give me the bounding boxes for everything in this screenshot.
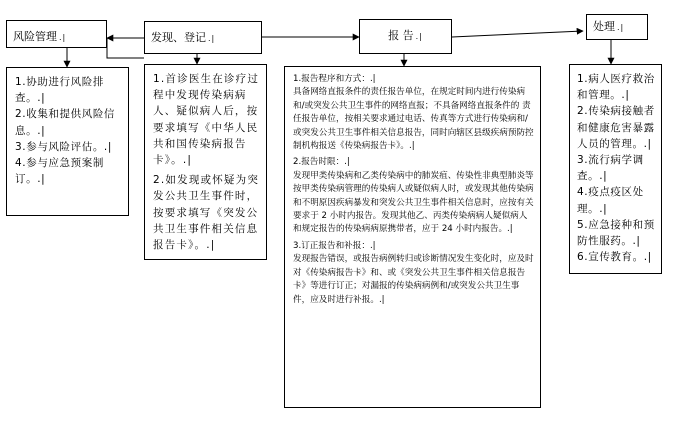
- handle-item: 5.应急接种和预防性服药。.|: [577, 218, 655, 248]
- risk-item: 4.参与应急预案制订。.|: [15, 157, 104, 186]
- risk-header-mark: .|: [59, 33, 67, 42]
- report-section-title: 1.报告程序和方式：.|: [293, 74, 376, 84]
- handle-item: 3.流行病学调查。.|: [577, 154, 644, 183]
- risk-management-header: [6, 20, 107, 48]
- discover-item: 1.首诊医生在诊疗过程中发现传染病病人、疑似病人后，按要求填写《中华人民共和国传染病报告卡》。.|: [153, 73, 260, 167]
- discover-header-mark: .|: [208, 34, 216, 43]
- handle-item: 4.疫点疫区处理。.|: [577, 186, 644, 215]
- arrow-report-to-handle: [452, 31, 583, 37]
- risk-header-label: 风险管理: [13, 30, 57, 43]
- report-section-body: 发现报告错误，或报告病例转归或诊断情况发生变化时，应及时对《传染病报告卡》和、或《突发公共卫生事件相关信息报告卡》等进行订正；对漏报的传染病病例和/或突发公共卫生事件，应及时进行补报。.|: [293, 254, 534, 305]
- handle-item: 1.病人医疗救治和管理。.|: [577, 73, 655, 102]
- handle-item: 2.传染病接触者和健康危害暴露人员的管理。.|: [577, 105, 655, 150]
- report-header: [359, 19, 452, 54]
- discover-items-box: [144, 64, 267, 260]
- discover-header-label: 发现、登记: [151, 31, 206, 44]
- report-section-body: 具备网络直报条件的责任报告单位，在规定时间内进行传染病和/或突发公共卫生事件的网络直报；不具备网络直报条件的 责任报告单位，按相关要求通过电话、传真等方式进行传染病和/或突发公共卫生事件相关信息报告，同时向辖区县级疾病预防控制机构报送《传染病报告卡》。.|: [293, 87, 534, 152]
- handle-item: 6.宣传教育。.|: [577, 251, 652, 264]
- risk-items-box: [6, 67, 129, 216]
- report-section-body: 发现甲类传染病和乙类传染病中的肺炭疽、传染性非典型肺炎等按甲类传染病管理的传染病人或疑似病人时，或发现其他传染病和不明原因疾病暴发和突发公共卫生事件相关信息时，应按有关要求于 2 小时内报告。发现其他乙、丙类传染病病人疑似病人和规定报告的传染病病原携带者，应于 24 小时内报告。.|: [293, 170, 534, 235]
- report-header-mark: .|: [415, 32, 423, 41]
- connector-risk-discover: [107, 38, 144, 58]
- report-items-box: [284, 66, 541, 408]
- discover-register-header: [144, 21, 262, 54]
- discover-item: 2.如发现或怀疑为突发公共卫生事件时，按要求填写《突发公共卫生事件相关信息报告卡》。.|: [153, 174, 260, 252]
- handle-header: [586, 14, 648, 40]
- report-header-label: 报 告: [388, 29, 414, 42]
- report-section-title: 3.订正报告和补报：.|: [293, 240, 376, 251]
- risk-item: 3.参与风险评估。.|: [15, 140, 112, 153]
- risk-item: 1.协助进行风险排查。.|: [15, 76, 104, 105]
- report-section-title: 2.报告时限：.|: [293, 157, 350, 168]
- handle-items-box: [569, 64, 662, 274]
- handle-header-mark: .|: [617, 23, 625, 32]
- risk-item: 2.收集和提供风险信息。.|: [15, 108, 116, 137]
- handle-header-label: 处理: [593, 20, 615, 33]
